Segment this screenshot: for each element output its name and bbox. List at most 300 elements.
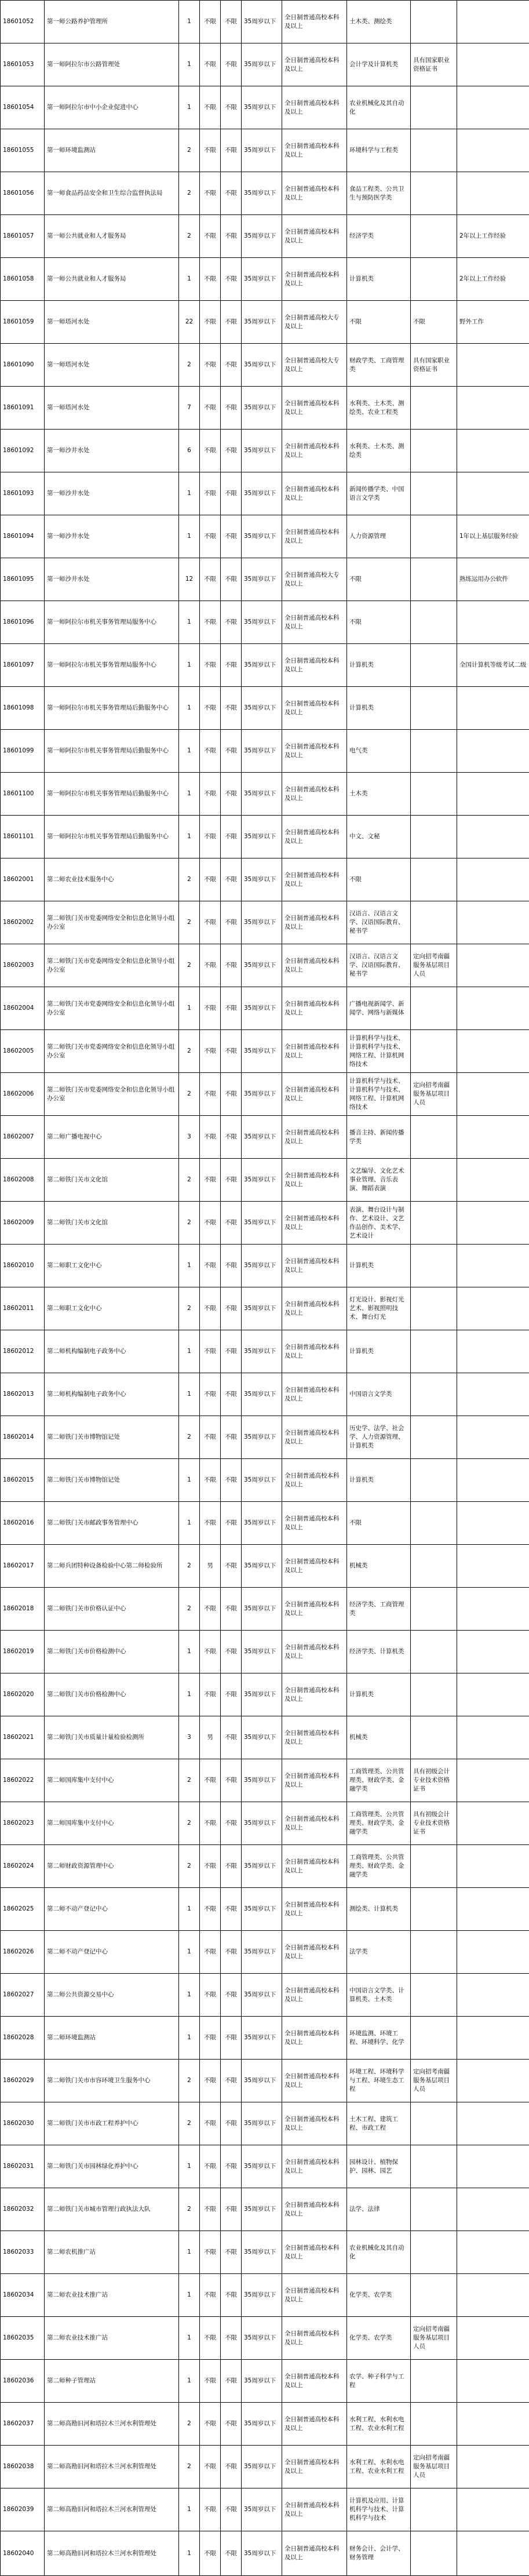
remark-cell bbox=[457, 1245, 529, 1287]
remark-cell bbox=[457, 2017, 529, 2060]
gender-cell: 不限 bbox=[200, 944, 221, 987]
age-cell: 35周岁以下 bbox=[242, 1416, 282, 1459]
position-code-cell: 18602010 bbox=[1, 1245, 45, 1287]
remark-cell bbox=[457, 2446, 529, 2488]
gender-cell: 不限 bbox=[200, 1373, 221, 1416]
headcount-cell: 2 bbox=[179, 1588, 200, 1631]
headcount-cell: 1 bbox=[179, 2317, 200, 2360]
table-row bbox=[1, 1716, 529, 1759]
gender-cell: 不限 bbox=[200, 1888, 221, 1931]
position-code-cell: 18602014 bbox=[1, 1416, 45, 1459]
headcount-cell: 2 bbox=[179, 344, 200, 387]
age-cell: 35周岁以下 bbox=[242, 2360, 282, 2403]
unit-name-cell: 第一师阿拉尔市机关事务管理局后勤服务中心 bbox=[45, 816, 179, 858]
table-row bbox=[1, 1759, 529, 1802]
gender-cell: 不限 bbox=[200, 172, 221, 215]
headcount-cell: 2 bbox=[179, 1416, 200, 1459]
gender-cell: 不限 bbox=[200, 258, 221, 301]
table-row bbox=[1, 472, 529, 515]
position-code-cell: 18602006 bbox=[1, 1073, 45, 1116]
headcount-cell: 1 bbox=[179, 687, 200, 730]
position-code-cell: 18602019 bbox=[1, 1631, 45, 1673]
table-row bbox=[1, 1330, 529, 1373]
age-cell: 35周岁以下 bbox=[242, 730, 282, 773]
gender-cell: 不限 bbox=[200, 2446, 221, 2488]
unit-name-cell: 第二师环境监测站 bbox=[45, 2017, 179, 2060]
age-cell: 35周岁以下 bbox=[242, 344, 282, 387]
position-code-cell: 18601097 bbox=[1, 644, 45, 687]
major-cell: 广播电视新闻学、新闻学、网络与新媒体 bbox=[347, 987, 411, 1030]
education-cell: 全日制普通高校本科及以上 bbox=[282, 1416, 347, 1459]
major-cell: 财务会计、会计学、财务管理 bbox=[347, 2531, 411, 2576]
major-cell: 电气类 bbox=[347, 730, 411, 773]
remark-cell bbox=[457, 2274, 529, 2317]
gender-cell: 不限 bbox=[200, 472, 221, 515]
remark-cell bbox=[457, 687, 529, 730]
unit-name-cell: 第二师不动产登记中心 bbox=[45, 1931, 179, 1974]
unit-name-cell: 第一师阿拉尔市机关事务管理局服务中心 bbox=[45, 644, 179, 687]
major-cell: 计算机类 bbox=[347, 1245, 411, 1287]
table-row bbox=[1, 901, 529, 944]
gender-cell: 不限 bbox=[200, 2531, 221, 2576]
other-requirement-cell bbox=[411, 1159, 457, 1202]
major-cell: 园林设计、植物保护、园林、园艺 bbox=[347, 2145, 411, 2188]
gender-cell: 不限 bbox=[200, 43, 221, 86]
table-row bbox=[1, 1974, 529, 2017]
unit-name-cell: 第一师阿拉尔市中小企业促进中心 bbox=[45, 86, 179, 129]
unit-name-cell: 第二师国库集中支付中心 bbox=[45, 1802, 179, 1845]
headcount-cell: 1 bbox=[179, 1888, 200, 1931]
ethnicity-cell: 不限 bbox=[221, 215, 242, 258]
table-row bbox=[1, 172, 529, 215]
education-cell: 全日制普通高校大专及以上 bbox=[282, 558, 347, 601]
age-cell: 35周岁以下 bbox=[242, 858, 282, 901]
headcount-cell: 2 bbox=[179, 1845, 200, 1888]
headcount-cell: 1 bbox=[179, 1330, 200, 1373]
age-cell: 35周岁以下 bbox=[242, 687, 282, 730]
ethnicity-cell: 不限 bbox=[221, 1073, 242, 1116]
headcount-cell: 1 bbox=[179, 1373, 200, 1416]
education-cell: 全日制普通高校本科及以上 bbox=[282, 1631, 347, 1673]
position-code-cell: 18602024 bbox=[1, 1845, 45, 1888]
table-row bbox=[1, 944, 529, 987]
other-requirement-cell bbox=[411, 773, 457, 816]
headcount-cell: 1 bbox=[179, 1931, 200, 1974]
headcount-cell: 2 bbox=[179, 215, 200, 258]
education-cell: 全日制普通高校本科及以上 bbox=[282, 129, 347, 172]
education-cell: 全日制普通高校本科及以上 bbox=[282, 1802, 347, 1845]
other-requirement-cell: 具有国家职业资格证书 bbox=[411, 43, 457, 86]
unit-name-cell: 第二师铁门关市邮政事务管理中心 bbox=[45, 1502, 179, 1545]
education-cell: 全日制普通高校本科及以上 bbox=[282, 172, 347, 215]
remark-cell bbox=[457, 2060, 529, 2102]
unit-name-cell: 第二师国库集中支付中心 bbox=[45, 1759, 179, 1802]
gender-cell: 不限 bbox=[200, 1287, 221, 1330]
ethnicity-cell: 不限 bbox=[221, 1931, 242, 1974]
other-requirement-cell bbox=[411, 1931, 457, 1974]
headcount-cell: 1 bbox=[179, 2531, 200, 2576]
age-cell: 35周岁以下 bbox=[242, 1588, 282, 1631]
table-row bbox=[1, 1245, 529, 1287]
remark-cell: 2年以上工作经验 bbox=[457, 258, 529, 301]
education-cell: 全日制普通高校本科及以上 bbox=[282, 86, 347, 129]
remark-cell bbox=[457, 773, 529, 816]
other-requirement-cell bbox=[411, 1030, 457, 1073]
education-cell: 全日制普通高校本科及以上 bbox=[282, 1073, 347, 1116]
ethnicity-cell: 不限 bbox=[221, 1502, 242, 1545]
unit-name-cell: 第二师广播电视中心 bbox=[45, 1116, 179, 1159]
position-code-cell: 18602036 bbox=[1, 2360, 45, 2403]
ethnicity-cell: 不限 bbox=[221, 1888, 242, 1931]
major-cell: 表演、舞台设计与制作、艺术设计、文艺作品创作、美术学、艺术设计 bbox=[347, 1202, 411, 1245]
remark-cell bbox=[457, 1974, 529, 2017]
table-row bbox=[1, 387, 529, 430]
age-cell: 35周岁以下 bbox=[242, 987, 282, 1030]
major-cell: 食品工程类、公共卫生与预防医学类 bbox=[347, 172, 411, 215]
age-cell: 35周岁以下 bbox=[242, 1673, 282, 1716]
ethnicity-cell: 不限 bbox=[221, 1287, 242, 1330]
age-cell: 35周岁以下 bbox=[242, 1073, 282, 1116]
other-requirement-cell bbox=[411, 215, 457, 258]
other-requirement-cell bbox=[411, 2231, 457, 2274]
major-cell: 化学类、农学类 bbox=[347, 2317, 411, 2360]
other-requirement-cell: 定向招考南疆服务基层项目人员 bbox=[411, 2317, 457, 2360]
table-row bbox=[1, 2102, 529, 2145]
headcount-cell: 1 bbox=[179, 730, 200, 773]
gender-cell: 不限 bbox=[200, 430, 221, 472]
other-requirement-cell bbox=[411, 1631, 457, 1673]
remark-cell bbox=[457, 1502, 529, 1545]
education-cell: 全日制普通高校本科及以上 bbox=[282, 1931, 347, 1974]
headcount-cell: 2 bbox=[179, 129, 200, 172]
other-requirement-cell bbox=[411, 2274, 457, 2317]
remark-cell bbox=[457, 1459, 529, 1502]
ethnicity-cell: 不限 bbox=[221, 601, 242, 644]
other-requirement-cell bbox=[411, 1502, 457, 1545]
gender-cell: 不限 bbox=[200, 1159, 221, 1202]
table-row bbox=[1, 515, 529, 558]
headcount-cell: 6 bbox=[179, 430, 200, 472]
headcount-cell: 3 bbox=[179, 1116, 200, 1159]
unit-name-cell: 第二师铁门关市博物馆记处 bbox=[45, 1416, 179, 1459]
remark-cell: 1年以上基层服务经验 bbox=[457, 515, 529, 558]
age-cell: 35周岁以下 bbox=[242, 2017, 282, 2060]
gender-cell: 不限 bbox=[200, 515, 221, 558]
education-cell: 全日制普通高校本科及以上 bbox=[282, 215, 347, 258]
position-code-cell: 18602022 bbox=[1, 1759, 45, 1802]
education-cell: 全日制普通高校本科及以上 bbox=[282, 2017, 347, 2060]
age-cell: 35周岁以下 bbox=[242, 1716, 282, 1759]
education-cell: 全日制普通高校本科及以上 bbox=[282, 1, 347, 43]
ethnicity-cell: 不限 bbox=[221, 1116, 242, 1159]
position-code-cell: 18602001 bbox=[1, 858, 45, 901]
other-requirement-cell bbox=[411, 1287, 457, 1330]
position-code-cell: 18602028 bbox=[1, 2017, 45, 2060]
age-cell: 35周岁以下 bbox=[242, 1459, 282, 1502]
other-requirement-cell bbox=[411, 2488, 457, 2531]
ethnicity-cell: 不限 bbox=[221, 1030, 242, 1073]
education-cell: 全日制普通高校本科及以上 bbox=[282, 2102, 347, 2145]
ethnicity-cell: 不限 bbox=[221, 515, 242, 558]
other-requirement-cell bbox=[411, 2188, 457, 2231]
age-cell: 35周岁以下 bbox=[242, 816, 282, 858]
headcount-cell: 2 bbox=[179, 858, 200, 901]
major-cell: 化学类、农学类 bbox=[347, 2274, 411, 2317]
table-row bbox=[1, 129, 529, 172]
remark-cell bbox=[457, 2102, 529, 2145]
table-row bbox=[1, 2446, 529, 2488]
ethnicity-cell: 不限 bbox=[221, 1845, 242, 1888]
gender-cell: 不限 bbox=[200, 1845, 221, 1888]
education-cell: 全日制普通高校本科及以上 bbox=[282, 1116, 347, 1159]
headcount-cell: 2 bbox=[179, 1759, 200, 1802]
major-cell: 土木工程、建筑工程、市政工程 bbox=[347, 2102, 411, 2145]
remark-cell bbox=[457, 344, 529, 387]
table-row bbox=[1, 558, 529, 601]
major-cell: 灯光设计、影视灯光艺术、影视照明技术、舞台灯光 bbox=[347, 1287, 411, 1330]
gender-cell: 不限 bbox=[200, 1202, 221, 1245]
education-cell: 全日制普通高校本科及以上 bbox=[282, 858, 347, 901]
position-code-cell: 18602008 bbox=[1, 1159, 45, 1202]
remark-cell bbox=[457, 601, 529, 644]
remark-cell bbox=[457, 2231, 529, 2274]
other-requirement-cell bbox=[411, 1416, 457, 1459]
remark-cell: 全国计算机等级考试二级 bbox=[457, 644, 529, 687]
other-requirement-cell bbox=[411, 2531, 457, 2576]
unit-name-cell: 第二师高勘旧河和塔拉木兰河水利管理处 bbox=[45, 2403, 179, 2446]
age-cell: 35周岁以下 bbox=[242, 2274, 282, 2317]
gender-cell: 不限 bbox=[200, 2060, 221, 2102]
position-code-cell: 18602007 bbox=[1, 1116, 45, 1159]
other-requirement-cell bbox=[411, 2403, 457, 2446]
gender-cell: 不限 bbox=[200, 1502, 221, 1545]
remark-cell bbox=[457, 816, 529, 858]
other-requirement-cell bbox=[411, 172, 457, 215]
major-cell: 测绘类、计算机类 bbox=[347, 1888, 411, 1931]
age-cell: 35周岁以下 bbox=[242, 944, 282, 987]
major-cell: 环境监测、环境工程、环境科学、化学 bbox=[347, 2017, 411, 2060]
ethnicity-cell: 不限 bbox=[221, 43, 242, 86]
table-row bbox=[1, 1, 529, 43]
position-code-cell: 18602039 bbox=[1, 2488, 45, 2531]
position-code-cell: 18601091 bbox=[1, 387, 45, 430]
unit-name-cell: 第一师沙井水处 bbox=[45, 515, 179, 558]
position-code-cell: 18601099 bbox=[1, 730, 45, 773]
gender-cell: 不限 bbox=[200, 858, 221, 901]
headcount-cell: 2 bbox=[179, 1202, 200, 1245]
education-cell: 全日制普通高校本科及以上 bbox=[282, 944, 347, 987]
gender-cell: 不限 bbox=[200, 2188, 221, 2231]
age-cell: 35周岁以下 bbox=[242, 2317, 282, 2360]
major-cell: 经济学类 bbox=[347, 215, 411, 258]
age-cell: 35周岁以下 bbox=[242, 1202, 282, 1245]
major-cell: 中国语言文学类 bbox=[347, 1373, 411, 1416]
gender-cell: 不限 bbox=[200, 2274, 221, 2317]
other-requirement-cell bbox=[411, 1373, 457, 1416]
major-cell: 经济学类、计算机类 bbox=[347, 1631, 411, 1673]
headcount-cell: 12 bbox=[179, 558, 200, 601]
unit-name-cell: 第二师农业技术服务中心 bbox=[45, 858, 179, 901]
education-cell: 全日制普通高校本科及以上 bbox=[282, 730, 347, 773]
position-code-cell: 18602040 bbox=[1, 2531, 45, 2576]
table-row bbox=[1, 43, 529, 86]
unit-name-cell: 第二师高勘旧河和塔拉木兰河水利管理处 bbox=[45, 2531, 179, 2576]
age-cell: 35周岁以下 bbox=[242, 215, 282, 258]
major-cell: 水利类、土木类、测绘类 bbox=[347, 430, 411, 472]
major-cell: 土木类、测绘类 bbox=[347, 1, 411, 43]
unit-name-cell: 第二师农机推广站 bbox=[45, 2231, 179, 2274]
unit-name-cell: 第二师种子管理站 bbox=[45, 2360, 179, 2403]
major-cell: 人力资源管理 bbox=[347, 515, 411, 558]
ethnicity-cell: 不限 bbox=[221, 644, 242, 687]
position-code-cell: 18602004 bbox=[1, 987, 45, 1030]
education-cell: 全日制普通高校本科及以上 bbox=[282, 2060, 347, 2102]
unit-name-cell: 第二师铁门关市博物馆记处 bbox=[45, 1459, 179, 1502]
major-cell: 农学、种子科学与工程 bbox=[347, 2360, 411, 2403]
other-requirement-cell bbox=[411, 1974, 457, 2017]
position-code-cell: 18602002 bbox=[1, 901, 45, 944]
unit-name-cell: 第二师铁门关市党委网络安全和信息化领导小组办公室 bbox=[45, 944, 179, 987]
age-cell: 35周岁以下 bbox=[242, 2145, 282, 2188]
table-row bbox=[1, 2274, 529, 2317]
other-requirement-cell bbox=[411, 1330, 457, 1373]
other-requirement-cell bbox=[411, 558, 457, 601]
headcount-cell: 7 bbox=[179, 387, 200, 430]
remark-cell: 熟练运用办公软件 bbox=[457, 558, 529, 601]
remark-cell bbox=[457, 1202, 529, 1245]
education-cell: 全日制普通高校本科及以上 bbox=[282, 1459, 347, 1502]
education-cell: 全日制普通高校本科及以上 bbox=[282, 1245, 347, 1287]
gender-cell: 不限 bbox=[200, 1588, 221, 1631]
headcount-cell: 2 bbox=[179, 1287, 200, 1330]
headcount-cell: 2 bbox=[179, 2446, 200, 2488]
table-row bbox=[1, 2060, 529, 2102]
headcount-cell: 1 bbox=[179, 515, 200, 558]
headcount-cell: 2 bbox=[179, 2102, 200, 2145]
remark-cell bbox=[457, 2531, 529, 2576]
table-row bbox=[1, 1931, 529, 1974]
other-requirement-cell bbox=[411, 2360, 457, 2403]
education-cell: 全日制普通高校本科及以上 bbox=[282, 43, 347, 86]
major-cell: 计算机类 bbox=[347, 1330, 411, 1373]
major-cell: 不限 bbox=[347, 1502, 411, 1545]
remark-cell bbox=[457, 1287, 529, 1330]
position-code-cell: 18602027 bbox=[1, 1974, 45, 2017]
table-row bbox=[1, 1845, 529, 1888]
age-cell: 35周岁以下 bbox=[242, 1245, 282, 1287]
ethnicity-cell: 不限 bbox=[221, 2531, 242, 2576]
table-row bbox=[1, 687, 529, 730]
education-cell: 全日制普通高校本科及以上 bbox=[282, 515, 347, 558]
age-cell: 35周岁以下 bbox=[242, 2102, 282, 2145]
education-cell: 全日制普通高校本科及以上 bbox=[282, 2188, 347, 2231]
ethnicity-cell: 不限 bbox=[221, 2060, 242, 2102]
remark-cell bbox=[457, 2317, 529, 2360]
position-code-cell: 18602037 bbox=[1, 2403, 45, 2446]
ethnicity-cell: 不限 bbox=[221, 1159, 242, 1202]
age-cell: 35周岁以下 bbox=[242, 2446, 282, 2488]
age-cell: 35周岁以下 bbox=[242, 1287, 282, 1330]
gender-cell: 不限 bbox=[200, 1673, 221, 1716]
education-cell: 全日制普通高校本科及以上 bbox=[282, 1287, 347, 1330]
ethnicity-cell: 不限 bbox=[221, 2317, 242, 2360]
gender-cell: 不限 bbox=[200, 1974, 221, 2017]
position-code-cell: 18602032 bbox=[1, 2188, 45, 2231]
remark-cell bbox=[457, 1416, 529, 1459]
headcount-cell: 2 bbox=[179, 2188, 200, 2231]
education-cell: 全日制普通高校本科及以上 bbox=[282, 2403, 347, 2446]
other-requirement-cell: 定向招考南疆服务基层项目人员 bbox=[411, 1073, 457, 1116]
other-requirement-cell bbox=[411, 1459, 457, 1502]
ethnicity-cell: 不限 bbox=[221, 2145, 242, 2188]
table-row bbox=[1, 258, 529, 301]
position-code-cell: 18602038 bbox=[1, 2446, 45, 2488]
other-requirement-cell bbox=[411, 1716, 457, 1759]
gender-cell: 不限 bbox=[200, 301, 221, 344]
remark-cell bbox=[457, 129, 529, 172]
age-cell: 35周岁以下 bbox=[242, 901, 282, 944]
position-code-cell: 18601055 bbox=[1, 129, 45, 172]
remark-cell bbox=[457, 1716, 529, 1759]
other-requirement-cell bbox=[411, 1, 457, 43]
major-cell: 经济学类、工商管理类 bbox=[347, 1588, 411, 1631]
ethnicity-cell: 不限 bbox=[221, 172, 242, 215]
age-cell: 35周岁以下 bbox=[242, 1, 282, 43]
remark-cell bbox=[457, 1588, 529, 1631]
age-cell: 35周岁以下 bbox=[242, 558, 282, 601]
major-cell: 机械类 bbox=[347, 1716, 411, 1759]
position-code-cell: 18602009 bbox=[1, 1202, 45, 1245]
other-requirement-cell bbox=[411, 901, 457, 944]
major-cell: 水利工程、水利水电工程、农业水利工程 bbox=[347, 2403, 411, 2446]
remark-cell bbox=[457, 2360, 529, 2403]
other-requirement-cell bbox=[411, 687, 457, 730]
ethnicity-cell: 不限 bbox=[221, 2017, 242, 2060]
education-cell: 全日制普通高校本科及以上 bbox=[282, 1330, 347, 1373]
gender-cell: 不限 bbox=[200, 2145, 221, 2188]
table-row bbox=[1, 2360, 529, 2403]
table-row bbox=[1, 816, 529, 858]
education-cell: 全日制普通高校本科及以上 bbox=[282, 2145, 347, 2188]
position-code-cell: 18601090 bbox=[1, 344, 45, 387]
major-cell: 工商管理类、公共管理类、财政学类、金融学类 bbox=[347, 1845, 411, 1888]
major-cell: 机械类 bbox=[347, 1545, 411, 1588]
major-cell: 计算机类 bbox=[347, 644, 411, 687]
table-row bbox=[1, 301, 529, 344]
education-cell: 全日制普通高校本科及以上 bbox=[282, 2531, 347, 2576]
headcount-cell: 2 bbox=[179, 2060, 200, 2102]
position-code-cell: 18601054 bbox=[1, 86, 45, 129]
major-cell: 农业机械化及其自动化 bbox=[347, 2231, 411, 2274]
ethnicity-cell: 不限 bbox=[221, 2446, 242, 2488]
table-row bbox=[1, 1588, 529, 1631]
unit-name-cell: 第一师环境监测站 bbox=[45, 129, 179, 172]
other-requirement-cell bbox=[411, 1888, 457, 1931]
gender-cell: 不限 bbox=[200, 1459, 221, 1502]
unit-name-cell: 第二师铁门关市文化馆 bbox=[45, 1159, 179, 1202]
headcount-cell: 2 bbox=[179, 1030, 200, 1073]
other-requirement-cell: 定向招考南疆服务基层项目人员 bbox=[411, 2446, 457, 2488]
headcount-cell: 2 bbox=[179, 1073, 200, 1116]
position-code-cell: 18601098 bbox=[1, 687, 45, 730]
position-code-cell: 18602003 bbox=[1, 944, 45, 987]
ethnicity-cell: 不限 bbox=[221, 2274, 242, 2317]
table-row bbox=[1, 2531, 529, 2576]
major-cell: 法学类 bbox=[347, 1931, 411, 1974]
unit-name-cell: 第一师公路养护管理所 bbox=[45, 1, 179, 43]
ethnicity-cell: 不限 bbox=[221, 472, 242, 515]
other-requirement-cell bbox=[411, 858, 457, 901]
